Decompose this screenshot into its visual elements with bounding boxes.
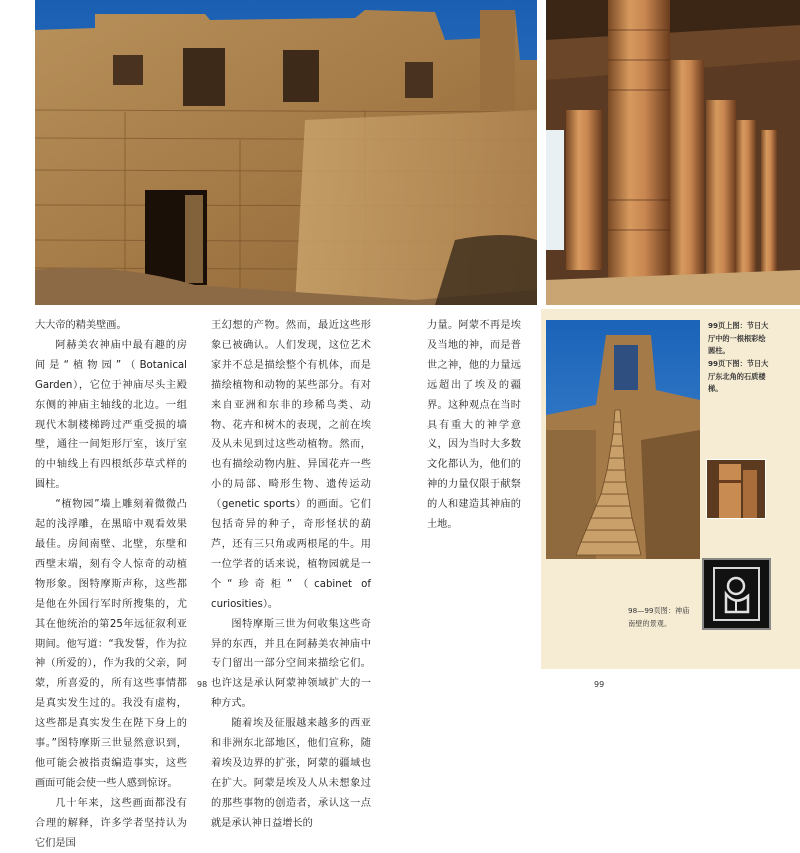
- painted-columns-photo: [546, 0, 800, 305]
- stone-stairway-photo: [546, 320, 700, 559]
- paragraph: “植物园”墙上雕刻着微微凸起的浅浮雕，在黑暗中观看效果最佳。房间南壁、北壁，东壁和西壁末端，刻有令人惊奇的动植物形象。图特摩斯声称，这些都是他在外国行军时所搜集的，尤其在他统治的第25年远征叙利亚期间。他写道：“我发誓，作为拉神（所爱的），作为我的父亲，阿蒙，所喜爱的，所有这些事情都是真实发生过的。我没有虚构，这些都是真实发生在陛下身上的事。”图特摩斯三世显然意识到，他可能会被指责编造事实，这些画面可能会使一些人感到惊讶。: [35, 499, 187, 789]
- caption-top: 99页上图：节日大厅中的一根根彩绘圆柱。: [708, 321, 769, 355]
- text-column-2: [211, 316, 371, 834]
- paragraph: 几十年来，这些画面都没有合理的解释，许多学者坚持认为它们是国: [35, 797, 187, 849]
- paragraph: 大大帝的精美壁画。: [35, 320, 127, 331]
- hieroglyph-icon: [702, 558, 771, 630]
- paragraph: 力量。阿蒙不再是埃及当地的神，而是普世之神，他的力量远远超出了埃及的疆界。这种观点在当时具有重大的神学意义，因为当时大多数文化都认为，他们的神的力量仅限于献祭的人和建造其神庙的土地。: [427, 320, 521, 531]
- page-number-left: 98: [197, 680, 208, 689]
- page-number-right: 99: [594, 680, 605, 689]
- paragraph: 王幻想的产物。然而，最近这些形象已被确认。人们发现，这位艺术家并不总是描绘整个有机体，而是描绘植物和动物的某些部分。有对来自亚洲和东非的珍稀鸟类、动物、花卉和树木的表现，之前在埃及从未见到过这些动植物。然而，也有描绘动物内脏、异国花卉一些小的局部、畸形生物、遗传运动（genetic sports）的画面。它们包括奇异的种子，奇形怪状的葫芦，还有三只角或两根尾的牛。用一位学者的话来说，植物园就是一个“珍奇柜”（cabinet of curiosities）。: [211, 320, 371, 610]
- caption-bottom: 99页下图：节日大厅东北角的石质楼梯。: [708, 359, 769, 393]
- paragraph: 阿赫美农神庙中最有趣的房间是“植物园”（Botanical Garden），它位于神庙尽头主殿东侧的神庙主轴线的北边。一组现代木制楼梯跨过严重受损的墙壁，通往一间矩形厅室，该厅室的中轴线上有四根纸莎草式样的圆柱。: [35, 339, 187, 491]
- text-column-3: [427, 316, 521, 535]
- caption-left: 98—99页图：神庙南壁的景观。: [628, 606, 690, 628]
- temple-wall-photo: [35, 0, 537, 305]
- column-thumbnail: [706, 459, 766, 519]
- text-column-1: [35, 316, 187, 853]
- paragraph: 随着埃及征服越来越多的西亚和非洲东北部地区，他们宣称，随着埃及边界的扩张，阿蒙的疆域也在扩大。阿蒙是埃及人从未想象过的那些事物的创造者，承认这一点就是承认神日益增长的: [211, 718, 371, 829]
- paragraph: 图特摩斯三世为何收集这些奇异的东西，并且在阿赫美农神庙中专门留出一部分空间来描绘它们。也许这是承认阿蒙神领域扩大的一种方式。: [211, 618, 371, 710]
